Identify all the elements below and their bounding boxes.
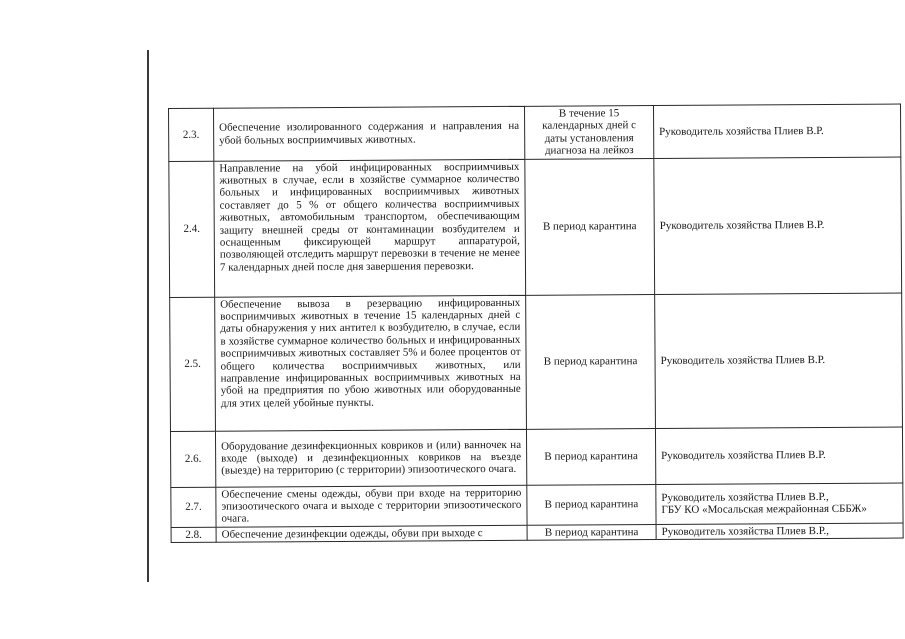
row-number: 2.4. [169, 161, 215, 297]
responsible-text [656, 523, 903, 540]
action-text: Оборудование дезинфекционных ковриков и (или) ванночек на входе (выходе) и дезинфекционных ковриков на въезде (выезде) на территорию (с территории) эпизоотического очага. [215, 429, 526, 487]
row-number: 2.6. [170, 431, 215, 487]
table-row [170, 427, 902, 487]
term-text: В период карантина [527, 484, 656, 525]
table-row [169, 157, 902, 297]
table-row [171, 523, 903, 543]
row-number: 2.7. [171, 487, 216, 527]
responsible-line: Руководитель хозяйства Плиев В.Р., [661, 490, 829, 504]
responsible-line: Руководитель хозяйства Плиев В.Р. [661, 448, 826, 462]
page-margin-line [147, 50, 149, 582]
responsible-line: ГБУ КО «Мосальская межрайонная СББЖ» [661, 502, 867, 517]
responsible-text [656, 483, 903, 525]
action-text: Обеспечение смены одежды, обуви при входе на территорию эпизоотического очага и выходе с территории эпизоотического очага. [216, 485, 527, 527]
row-number: 2.8. [171, 527, 216, 543]
term-text: В течение 15 календарных дней с даты установления диагноза на лейкоз [524, 106, 653, 159]
action-text: Обеспечение вывоза в резервацию инфицированных восприимчивых животных в течение 15 календарных дней с даты обнаружения у них антител к возбудителю, в случае, если в хозяйстве суммарное количество больных и инфицированных восприимчивых животных составляет 5% и более процентов от общего количества восприимчивых животных, или направление инфицированных восприимчивых животных на убой на предприятия по убою животных или оборудованные для этих целей убойные пункты. [215, 295, 527, 431]
row-number: 2.5. [170, 297, 216, 431]
table-row [171, 483, 903, 528]
responsible-line: Руководитель хозяйства Плиев В.Р., [661, 524, 829, 538]
responsible-text [653, 104, 900, 158]
table-row [169, 104, 901, 161]
responsible-line: Руководитель хозяйства Плиев В.Р. [660, 353, 826, 367]
responsible-line: Руководитель хозяйства Плиев В.Р. [659, 218, 825, 232]
measures-table [168, 104, 904, 544]
responsible-text [655, 427, 902, 485]
action-text: Направление на убой инфицированных восприимчивых животных в случае, если в хозяйстве суммарное количество больных и инфицированных восприимчивых животных составляет до 5 % от общего количества восприимчивых животных, автомобильным транспортом, обеспечивающим защиту внешней среды от контаминации возбудителем и оснащенным фиксирующей маршрут аппаратурой, позволяющей отследить маршрут перевозки в течение не менее 7 календарных дней после дня завершения перевозки. [214, 159, 526, 297]
term-text: В период карантина [526, 294, 656, 429]
action-text: Обеспечение дезинфекции одежды, обуви при выходе с [216, 525, 527, 542]
responsible-line: Руководитель хозяйства Плиев В.Р. [659, 124, 824, 138]
responsible-text [654, 157, 902, 295]
term-text: В период карантина [526, 428, 655, 485]
responsible-text [655, 293, 903, 429]
term-text: В период карантина [525, 158, 655, 295]
row-number: 2.3. [169, 108, 214, 161]
action-text: Обеспечение изолированного содержания и направления на убой больных восприимчивых животных. [214, 106, 525, 161]
term-text: В период карантина [527, 524, 656, 540]
table-row [170, 293, 903, 431]
